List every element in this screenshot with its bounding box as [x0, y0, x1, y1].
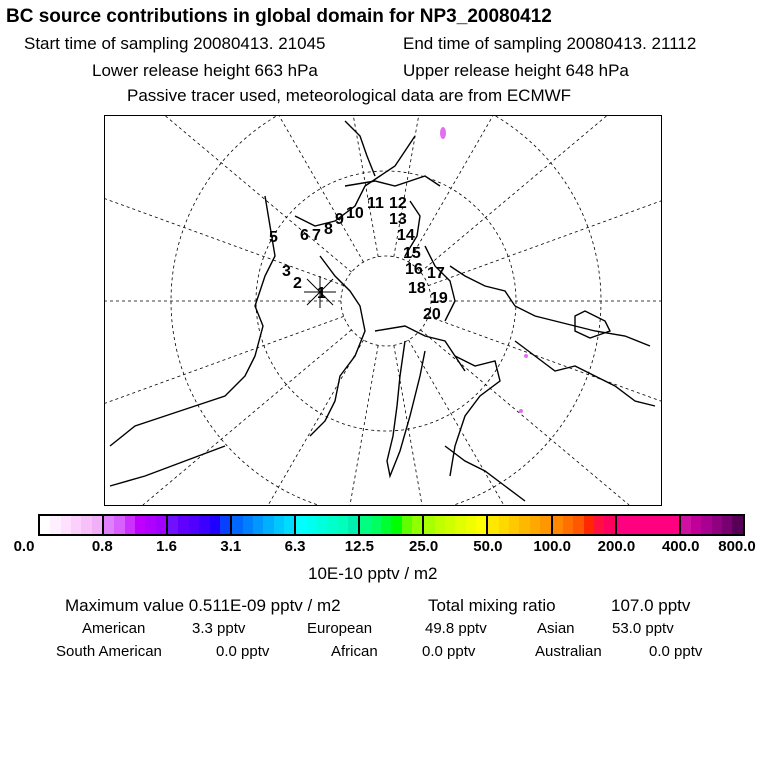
- south-american-label: South American: [56, 643, 162, 660]
- colorbar-swatch: [648, 516, 658, 534]
- colorbar-swatch: [61, 516, 71, 534]
- plume-patches: [440, 127, 528, 413]
- trajectory-label: 17: [427, 265, 445, 282]
- meridian-line: [409, 116, 493, 262]
- australian-value: 0.0 pptv: [649, 643, 703, 660]
- colorbar-swatch: [178, 516, 188, 534]
- colorbar-swatch: [166, 516, 178, 534]
- upper-release-height: Upper release height 648 hPa: [403, 61, 629, 80]
- colorbar-swatch: [50, 516, 60, 534]
- colorbar-tick-label: 400.0: [661, 538, 700, 555]
- american-value: 3.3 pptv: [192, 620, 246, 637]
- colorbar-tick-label: 6.3: [284, 538, 306, 555]
- trajectory-label: 6: [300, 227, 309, 244]
- south-american-value: 0.0 pptv: [216, 643, 270, 660]
- colorbar-swatch: [210, 516, 220, 534]
- colorbar-swatch: [615, 516, 627, 534]
- colorbar-swatch: [327, 516, 337, 534]
- colorbar-tick-label: 1.6: [156, 538, 177, 555]
- trajectory-label: 12: [389, 195, 407, 212]
- colorbar-swatch: [540, 516, 550, 534]
- trajectory-label: 9: [335, 211, 344, 228]
- colorbar-swatch: [307, 516, 317, 534]
- figure-title: BC source contributions in global domain for NP3_20080412: [6, 6, 552, 27]
- colorbar-swatch: [712, 516, 722, 534]
- meridian-line: [353, 116, 378, 257]
- colorbar-swatch: [220, 516, 230, 534]
- latitude-circle: [256, 171, 516, 431]
- lower-release-height: Lower release height 663 hPa: [92, 61, 318, 80]
- colorbar-swatch: [243, 516, 253, 534]
- colorbar-swatch: [701, 516, 711, 534]
- colorbar-swatch: [253, 516, 263, 534]
- colorbar-swatch: [338, 516, 348, 534]
- colorbar-swatch: [519, 516, 529, 534]
- colorbar-swatch: [40, 516, 50, 534]
- meridian-line: [105, 316, 344, 403]
- colorbar-swatch: [135, 516, 145, 534]
- colorbar-swatch: [381, 516, 391, 534]
- colorbar-swatch: [294, 516, 306, 534]
- tracer-note: Passive tracer used, meteorological data are from ECMWF: [127, 86, 572, 105]
- colorbar-swatch: [691, 516, 701, 534]
- colorbar-swatch: [563, 516, 573, 534]
- colorbar-tick-label: 0.8: [91, 538, 113, 555]
- colorbar-swatch: [371, 516, 381, 534]
- meridian-line: [143, 330, 352, 505]
- total-mixing-label: Total mixing ratio: [428, 596, 556, 615]
- colorbar-swatch: [199, 516, 209, 534]
- colorbar-swatch: [102, 516, 114, 534]
- european-label: European: [307, 620, 373, 637]
- trajectory-label: 1: [317, 285, 326, 302]
- colorbar-tick-label: 200.0: [597, 538, 636, 555]
- colorbar-swatch: [499, 516, 509, 534]
- asian-value: 53.0 pptv: [612, 620, 674, 637]
- meridian-line: [420, 116, 606, 272]
- colorbar-tick-label: 50.0: [473, 538, 503, 555]
- meridian-line: [350, 345, 378, 505]
- start-time: Start time of sampling 20080413. 21045: [24, 34, 326, 53]
- colorbar-tick-label: 0.0: [13, 538, 35, 555]
- coastlines: [110, 121, 655, 501]
- colorbar-swatch: [71, 516, 81, 534]
- trajectory-label: 11: [367, 195, 384, 212]
- plume-patch: [519, 409, 523, 413]
- colorbar-swatch: [114, 516, 124, 534]
- max-value: Maximum value 0.511E-09 pptv / m2: [65, 596, 341, 615]
- colorbar-swatch: [509, 516, 519, 534]
- trajectory-label: 2: [293, 275, 302, 292]
- colorbar-swatch: [530, 516, 540, 534]
- trajectory-label: 3: [282, 263, 291, 280]
- australian-label: Australian: [535, 643, 602, 660]
- colorbar-swatch: [189, 516, 199, 534]
- polar-map: [104, 115, 662, 506]
- colorbar-swatch: [274, 516, 284, 534]
- trajectory-label: 15: [403, 245, 421, 262]
- colorbar-swatch: [551, 516, 563, 534]
- colorbar-swatch: [125, 516, 135, 534]
- colorbar-tick-label: 25.0: [409, 538, 439, 555]
- colorbar-swatch: [455, 516, 465, 534]
- colorbar-swatch: [435, 516, 445, 534]
- trajectory-label: 16: [405, 261, 423, 278]
- colorbar-swatch: [594, 516, 604, 534]
- colorbar-swatch: [668, 516, 678, 534]
- colorbar-swatch: [391, 516, 401, 534]
- colorbar-swatch: [573, 516, 583, 534]
- total-mixing-value: 107.0 pptv: [611, 596, 691, 615]
- american-label: American: [82, 620, 146, 637]
- trajectory-label: 13: [389, 211, 407, 228]
- colorbar-swatch: [145, 516, 155, 534]
- meridian-line: [166, 116, 352, 272]
- trajectory-label: 20: [423, 306, 441, 323]
- colorbar-tick-label: 3.1: [220, 538, 242, 555]
- colorbar-swatch: [445, 516, 455, 534]
- trajectory-label: 5: [269, 229, 278, 246]
- colorbar-tick-label: 12.5: [344, 538, 374, 555]
- map-canvas: [105, 116, 661, 505]
- asian-label: Asian: [537, 620, 575, 637]
- colorbar-swatch: [732, 516, 742, 534]
- meridian-line: [279, 116, 363, 262]
- colorbar-swatch: [230, 516, 242, 534]
- colorbar-swatch: [476, 516, 486, 534]
- colorbar-tick-label: 100.0: [533, 538, 571, 555]
- meridian-line: [428, 201, 661, 286]
- colorbar-swatch: [412, 516, 422, 534]
- colorbar-swatch: [81, 516, 91, 534]
- colorbar-swatch: [466, 516, 476, 534]
- colorbar-tick-label: 800.0: [718, 538, 756, 555]
- colorbar-swatch: [317, 516, 327, 534]
- meridian-line: [428, 316, 661, 401]
- trajectory-label: 14: [397, 227, 415, 244]
- colorbar-swatch: [486, 516, 498, 534]
- african-value: 0.0 pptv: [422, 643, 476, 660]
- colorbar-swatch: [627, 516, 637, 534]
- colorbar-swatch: [422, 516, 434, 534]
- plume-patch: [524, 354, 528, 358]
- colorbar-swatch: [722, 516, 732, 534]
- colorbar-swatch: [348, 516, 358, 534]
- colorbar-swatch: [156, 516, 166, 534]
- trajectory-label: 19: [430, 290, 448, 307]
- colorbar-unit: 10E-10 pptv / m2: [308, 564, 438, 583]
- end-time: End time of sampling 20080413. 21112: [403, 34, 697, 53]
- colorbar-swatch: [402, 516, 412, 534]
- colorbar-swatch: [604, 516, 614, 534]
- plume-patch: [440, 127, 446, 139]
- colorbar-swatch: [263, 516, 273, 534]
- trajectory-label: 10: [346, 205, 364, 222]
- colorbar-swatch: [92, 516, 102, 534]
- european-value: 49.8 pptv: [425, 620, 487, 637]
- colorbar-swatch: [679, 516, 691, 534]
- colorbar-swatch: [358, 516, 370, 534]
- african-label: African: [331, 643, 378, 660]
- colorbar-swatch: [584, 516, 594, 534]
- colorbar: [38, 514, 745, 536]
- colorbar-swatch: [284, 516, 294, 534]
- colorbar-swatch: [637, 516, 647, 534]
- trajectory-label: 7: [312, 227, 321, 244]
- trajectory-label: 18: [408, 280, 426, 297]
- colorbar-swatch: [658, 516, 668, 534]
- trajectory-label: 8: [324, 221, 333, 238]
